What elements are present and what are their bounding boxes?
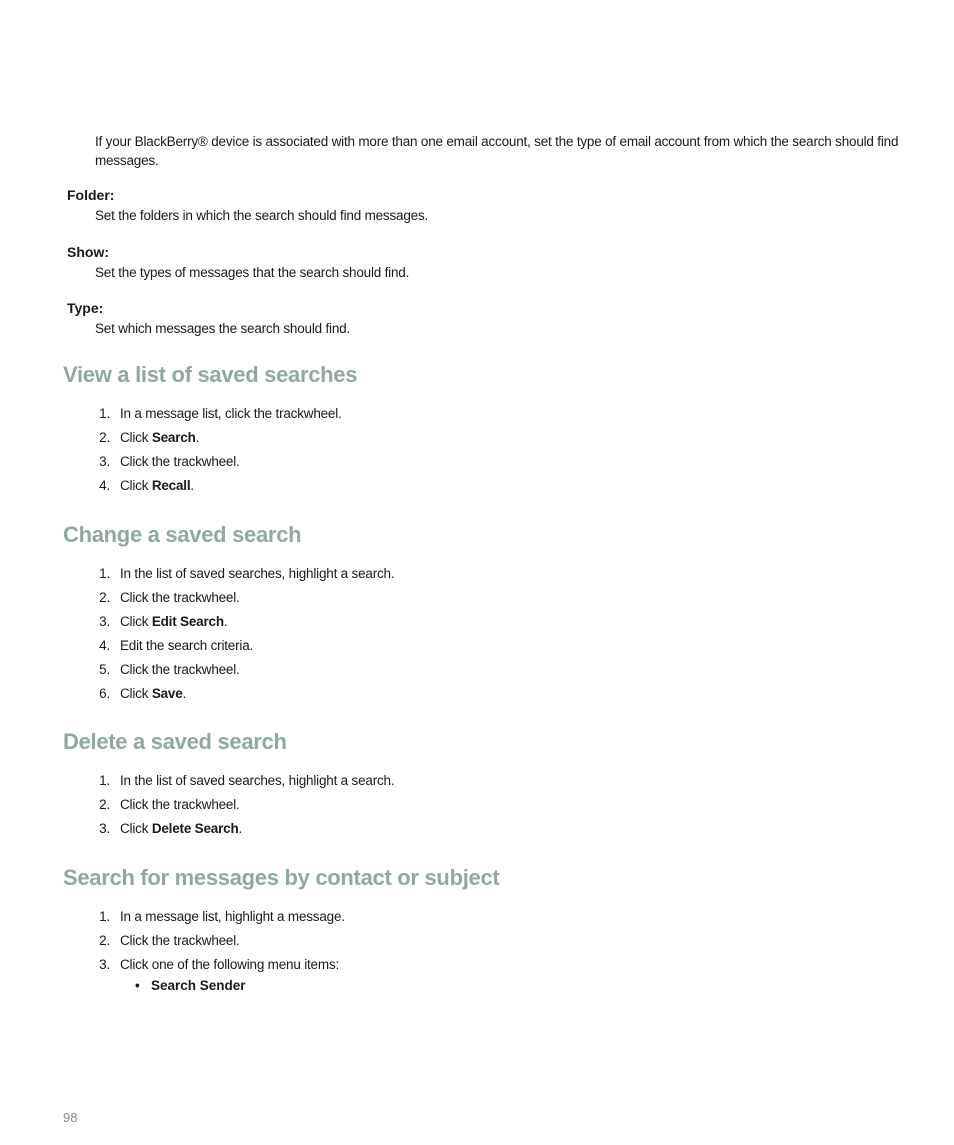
step-text: Click Delete Search. [120, 821, 243, 836]
step-number: 3. [99, 454, 110, 469]
step-item [80, 817, 394, 841]
step-number: 1. [99, 909, 110, 924]
term-type: Type: [67, 300, 104, 316]
steps-delete-saved-search [80, 769, 394, 841]
step-text: Click the trackwheel. [120, 590, 240, 605]
step-text: In the list of saved searches, highlight a search. [120, 566, 395, 581]
step-text: Click Save. [120, 686, 187, 701]
step-number: 2. [99, 933, 110, 948]
step-item [80, 426, 342, 450]
step-number: 1. [99, 406, 110, 421]
step-item [80, 793, 394, 817]
step-number: 4. [99, 638, 110, 653]
definition-show: Set the types of messages that the search should find. [95, 265, 410, 280]
step-text: In a message list, highlight a message. [120, 909, 345, 924]
step-item [80, 953, 345, 977]
step-text: In a message list, click the trackwheel. [120, 406, 342, 421]
bullet-item-search-sender [135, 978, 246, 993]
step-item [80, 905, 345, 929]
step-number: 3. [99, 614, 110, 629]
section-heading-delete-saved-search: Delete a saved search [63, 729, 287, 754]
step-text: Click the trackwheel. [120, 797, 240, 812]
bullet-dot: • [135, 978, 140, 993]
step-text: Click the trackwheel. [120, 662, 240, 677]
step-text: Click Recall. [120, 478, 194, 493]
definition-type: Set which messages the search should find. [95, 321, 350, 336]
step-text: Click the trackwheel. [120, 454, 240, 469]
step-number: 6. [99, 686, 110, 701]
step-number: 2. [99, 797, 110, 812]
page-number: 98 [63, 1110, 78, 1125]
step-text: Edit the search criteria. [120, 638, 254, 653]
step-item [80, 474, 342, 498]
step-item [80, 658, 394, 682]
section-heading-view-saved-searches: View a list of saved searches [63, 362, 358, 387]
step-number: 4. [99, 478, 110, 493]
step-item [80, 634, 394, 658]
step-item [80, 402, 342, 426]
step-number: 2. [99, 590, 110, 605]
step-item [80, 929, 345, 953]
step-number: 1. [99, 773, 110, 788]
step-item [80, 769, 394, 793]
step-text: In the list of saved searches, highlight a search. [120, 773, 395, 788]
step-number: 1. [99, 566, 110, 581]
section-heading-change-saved-search: Change a saved search [63, 522, 302, 547]
step-number: 3. [99, 821, 110, 836]
step-number: 5. [99, 662, 110, 677]
step-item [80, 682, 394, 706]
definition-folder: Set the folders in which the search should find messages. [95, 208, 429, 223]
step-item [80, 610, 394, 634]
step-item [80, 450, 342, 474]
step-text: Click Search. [120, 430, 200, 445]
step-number: 2. [99, 430, 110, 445]
step-text: Click Edit Search. [120, 614, 228, 629]
step-text: Click the trackwheel. [120, 933, 240, 948]
intro-paragraph: If your BlackBerry® device is associated with more than one email account, set the type of email account from which the search should find messages. [95, 134, 899, 168]
term-folder: Folder: [67, 187, 115, 203]
steps-change-saved-search [80, 562, 394, 706]
step-item [80, 586, 394, 610]
section-heading-search-by-contact: Search for messages by contact or subject [63, 865, 500, 890]
term-show: Show: [67, 244, 109, 260]
step-text: Click one of the following menu items: [120, 957, 340, 972]
steps-view-saved-searches [80, 402, 342, 498]
bullet-text: Search Sender [151, 978, 246, 993]
step-item [80, 562, 394, 586]
step-number: 3. [99, 957, 110, 972]
steps-search-by-contact [80, 905, 345, 977]
